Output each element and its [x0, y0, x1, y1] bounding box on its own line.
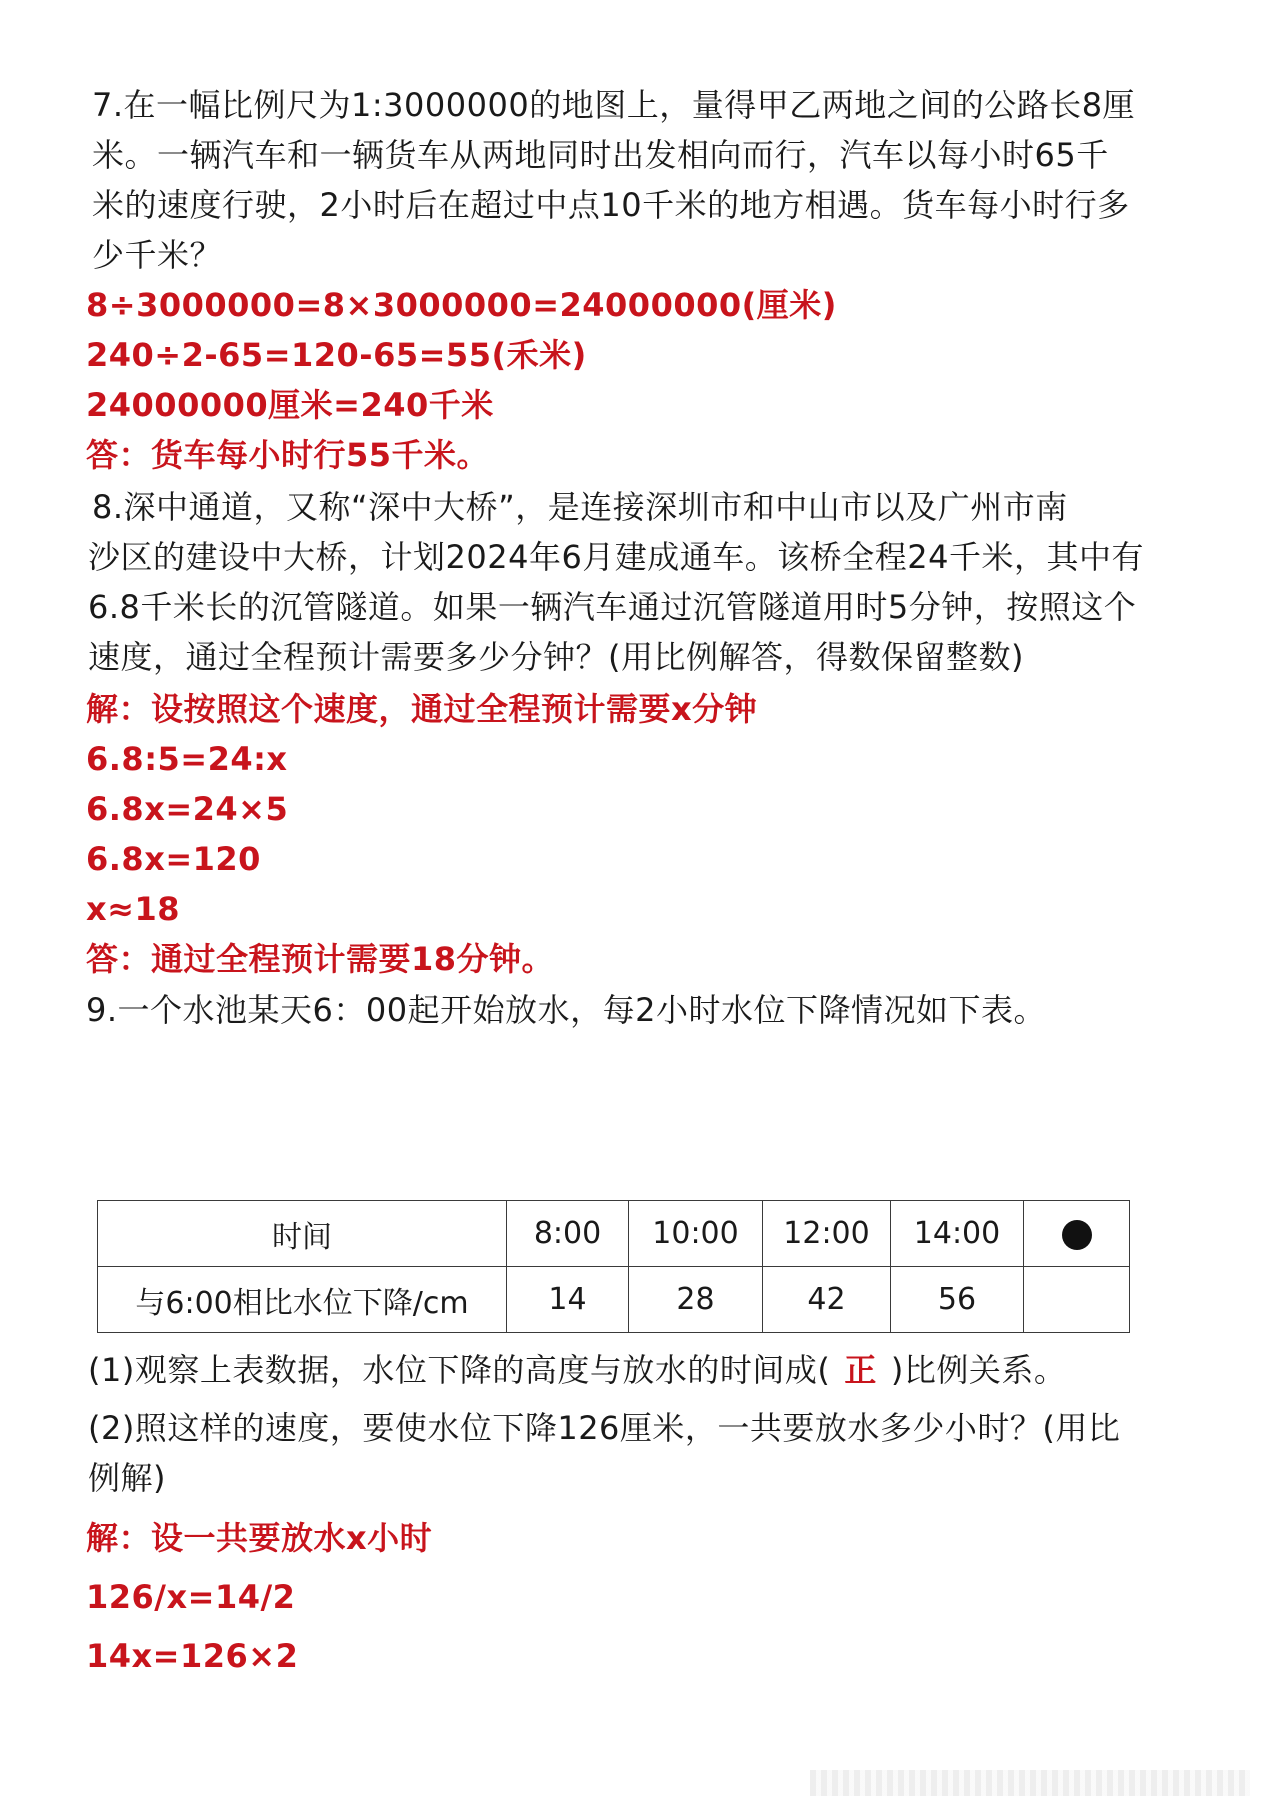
q9-part1-text-end: )比例关系。 [890, 1351, 1067, 1389]
q8-text-line-4: 速度，通过全程预计需要多少分钟？(用比例解答，得数保留整数) [88, 638, 1024, 676]
table-cell-time: 10:00 [629, 1201, 763, 1267]
filled-circle-icon [1062, 1220, 1092, 1250]
q8-answer-line-4: 6.8x=120 [86, 840, 261, 878]
q9-intro: 9.一个水池某天6：00起开始放水，每2小时水位下降情况如下表。 [86, 991, 1046, 1029]
q9-part2-line-1: (2)照这样的速度，要使水位下降126厘米，一共要放水多少小时？(用比 [88, 1409, 1121, 1447]
q8-answer-line-6: 答：通过全程预计需要18分钟。 [86, 940, 555, 978]
q7-answer-line-1: 8÷3000000=8×3000000=24000000(厘米) [86, 286, 837, 324]
q8-answer-line-1: 解：设按照这个速度，通过全程预计需要x分钟 [86, 690, 758, 728]
table-cell-drop: 56 [891, 1267, 1024, 1333]
q9-answer-line-3: 14x=126×2 [86, 1637, 299, 1675]
q9-part1 [88, 1350, 1066, 1390]
q9-part1-answer: 正 [844, 1351, 877, 1389]
table-cell-time: 14:00 [891, 1201, 1024, 1267]
q9-part2-line-2: 例解) [88, 1459, 166, 1497]
watermark-strip [810, 1770, 1250, 1796]
q7-text-line-1: 7.在一幅比例尺为1:3000000的地图上，量得甲乙两地之间的公路长8厘 [92, 86, 1136, 124]
q7-text-line-3: 米的速度行驶，2小时后在超过中点10千米的地方相遇。货车每小时行多 [92, 186, 1130, 224]
q8-answer-line-3: 6.8x=24×5 [86, 790, 289, 828]
table-row-time [98, 1201, 1130, 1267]
table-header-drop: 与6:00相比水位下降/cm [98, 1267, 507, 1333]
q9-answer-line-2: 126/x=14/2 [86, 1578, 296, 1616]
table-cell-empty [1024, 1267, 1130, 1333]
q7-text-line-2: 米。一辆汽车和一辆货车从两地同时出发相向而行，汽车以每小时65千 [92, 136, 1109, 174]
q7-text-line-4: 少千米？ [92, 236, 223, 274]
table-row-drop [98, 1267, 1130, 1333]
table-cell-blank [1024, 1201, 1130, 1267]
table-cell-time: 12:00 [763, 1201, 891, 1267]
table-cell-time: 8:00 [507, 1201, 629, 1267]
q8-text-line-2: 沙区的建设中大桥，计划2024年6月建成通车。该桥全程24千米，其中有 [88, 538, 1145, 576]
q8-answer-line-2: 6.8:5=24:x [86, 740, 288, 778]
q8-answer-line-5: x≈18 [86, 890, 180, 928]
q7-answer-line-2: 240÷2-65=120-65=55(禾米) [86, 336, 587, 374]
table-cell-drop: 14 [507, 1267, 629, 1333]
q7-answer-line-3: 24000000厘米=240千米 [86, 386, 494, 424]
q8-text-line-1: 8.深中通道，又称“深中大桥”，是连接深圳市和中山市以及广州市南 [92, 488, 1068, 526]
water-level-table [97, 1200, 1130, 1333]
q9-answer-line-1: 解：设一共要放水x小时 [86, 1519, 433, 1557]
q7-answer-line-4: 答：货车每小时行55千米。 [86, 436, 490, 474]
table-cell-drop: 28 [629, 1267, 763, 1333]
table-cell-drop: 42 [763, 1267, 891, 1333]
q8-text-line-3: 6.8千米长的沉管隧道。如果一辆汽车通过沉管隧道用时5分钟，按照这个 [88, 588, 1137, 626]
q9-part1-text: (1)观察上表数据，水位下降的高度与放水的时间成( [88, 1351, 831, 1389]
table-header-time: 时间 [98, 1201, 507, 1267]
